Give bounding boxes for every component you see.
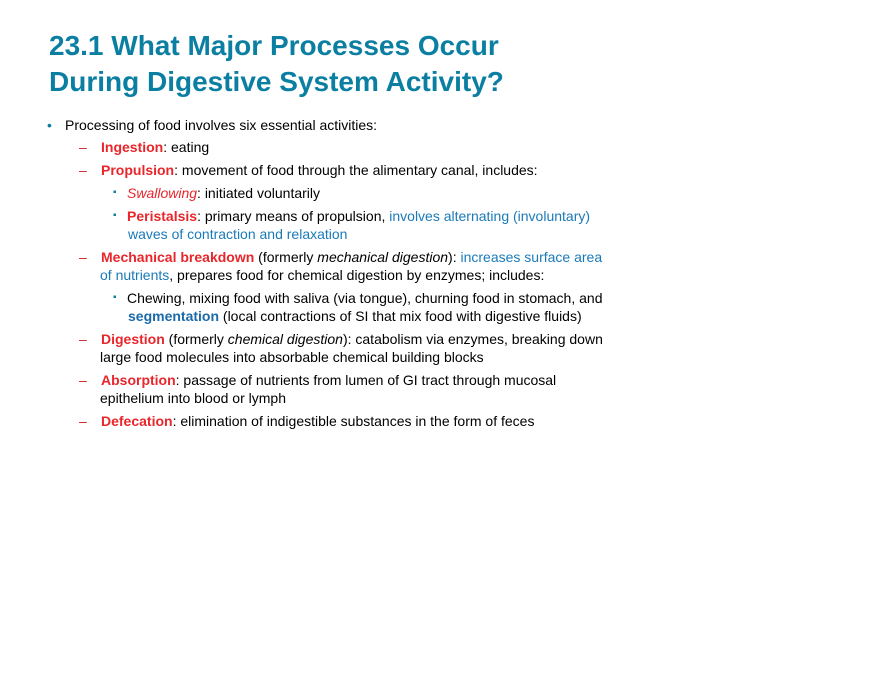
dash-marker: – — [79, 413, 87, 429]
propulsion-term: Propulsion — [101, 162, 175, 178]
mechanical-continuation — [0, 266, 880, 284]
mechanical-item — [0, 248, 880, 266]
propulsion-text: : movement of food through the alimentary canal, includes: — [174, 162, 538, 178]
mechanical-term: Mechanical breakdown — [101, 249, 255, 265]
dash-marker: – — [79, 249, 87, 265]
dash-marker: – — [79, 162, 87, 178]
title-line-1: 23.1 What Major Processes Occur — [49, 30, 499, 61]
absorption-continuation — [0, 389, 880, 407]
chewing-text-2: (local contractions of SI that mix food with digestive fluids) — [219, 308, 582, 324]
digestion-text-3: large food molecules into absorbable chemical building blocks — [100, 349, 484, 365]
bullet-marker: • — [47, 117, 52, 133]
defecation-term: Defecation — [101, 413, 173, 429]
chewing-item — [0, 289, 880, 307]
swallowing-item — [0, 184, 880, 202]
absorption-text-1: : passage of nutrients from lumen of GI tract through mucosal — [175, 372, 557, 388]
ingestion-text: : eating — [163, 139, 210, 155]
digestion-text-1: (formerly — [164, 331, 228, 347]
dash-marker: – — [79, 139, 87, 155]
chewing-continuation — [0, 307, 880, 325]
peristalsis-text: : primary means of propulsion, — [197, 208, 390, 224]
ingestion-term: Ingestion — [101, 139, 164, 155]
defecation-item — [0, 412, 880, 430]
peristalsis-highlight-2: waves of contraction and relaxation — [128, 226, 348, 242]
dash-marker: – — [79, 331, 87, 347]
peristalsis-term: Peristalsis — [127, 208, 198, 224]
title-line-2: During Digestive System Activity? — [49, 66, 504, 97]
mechanical-highlight-2: of nutrients — [100, 267, 170, 283]
intro-text: Processing of food involves six essential activities: — [65, 117, 378, 133]
mechanical-italic: mechanical digestion — [317, 249, 449, 265]
segmentation-term: segmentation — [128, 308, 220, 324]
absorption-term: Absorption — [101, 372, 176, 388]
slide-content — [0, 116, 880, 430]
digestion-item — [0, 330, 880, 348]
digestion-term: Digestion — [101, 331, 165, 347]
defecation-text: : elimination of indigestible substances in the form of feces — [172, 413, 535, 429]
swallowing-text: : initiated voluntarily — [197, 185, 320, 201]
digestion-text-2: ): catabolism via enzymes, breaking down — [342, 331, 603, 347]
mechanical-text-1: (formerly — [254, 249, 318, 265]
dash-marker: – — [79, 372, 87, 388]
ingestion-item — [0, 138, 880, 156]
digestion-continuation — [0, 348, 880, 366]
mechanical-highlight-1: increases surface area — [460, 249, 603, 265]
square-marker: ▪ — [113, 210, 117, 221]
mechanical-text-3: , prepares food for chemical digestion by enzymes; includes: — [169, 267, 545, 283]
digestion-italic: chemical digestion — [227, 331, 343, 347]
square-marker: ▪ — [113, 292, 117, 303]
square-marker: ▪ — [113, 187, 117, 198]
propulsion-item — [0, 161, 880, 179]
absorption-text-2: epithelium into blood or lymph — [100, 390, 286, 406]
mechanical-text-2: ): — [448, 249, 461, 265]
swallowing-term: Swallowing — [127, 185, 198, 201]
peristalsis-item — [0, 207, 880, 225]
peristalsis-highlight-1: involves alternating (involuntary) — [389, 208, 591, 224]
chewing-text-1: Chewing, mixing food with saliva (via tongue), churning food in stomach, and — [127, 290, 603, 306]
peristalsis-continuation — [0, 225, 880, 243]
intro-bullet — [0, 116, 880, 134]
slide-title — [49, 28, 829, 100]
absorption-item — [0, 371, 880, 389]
